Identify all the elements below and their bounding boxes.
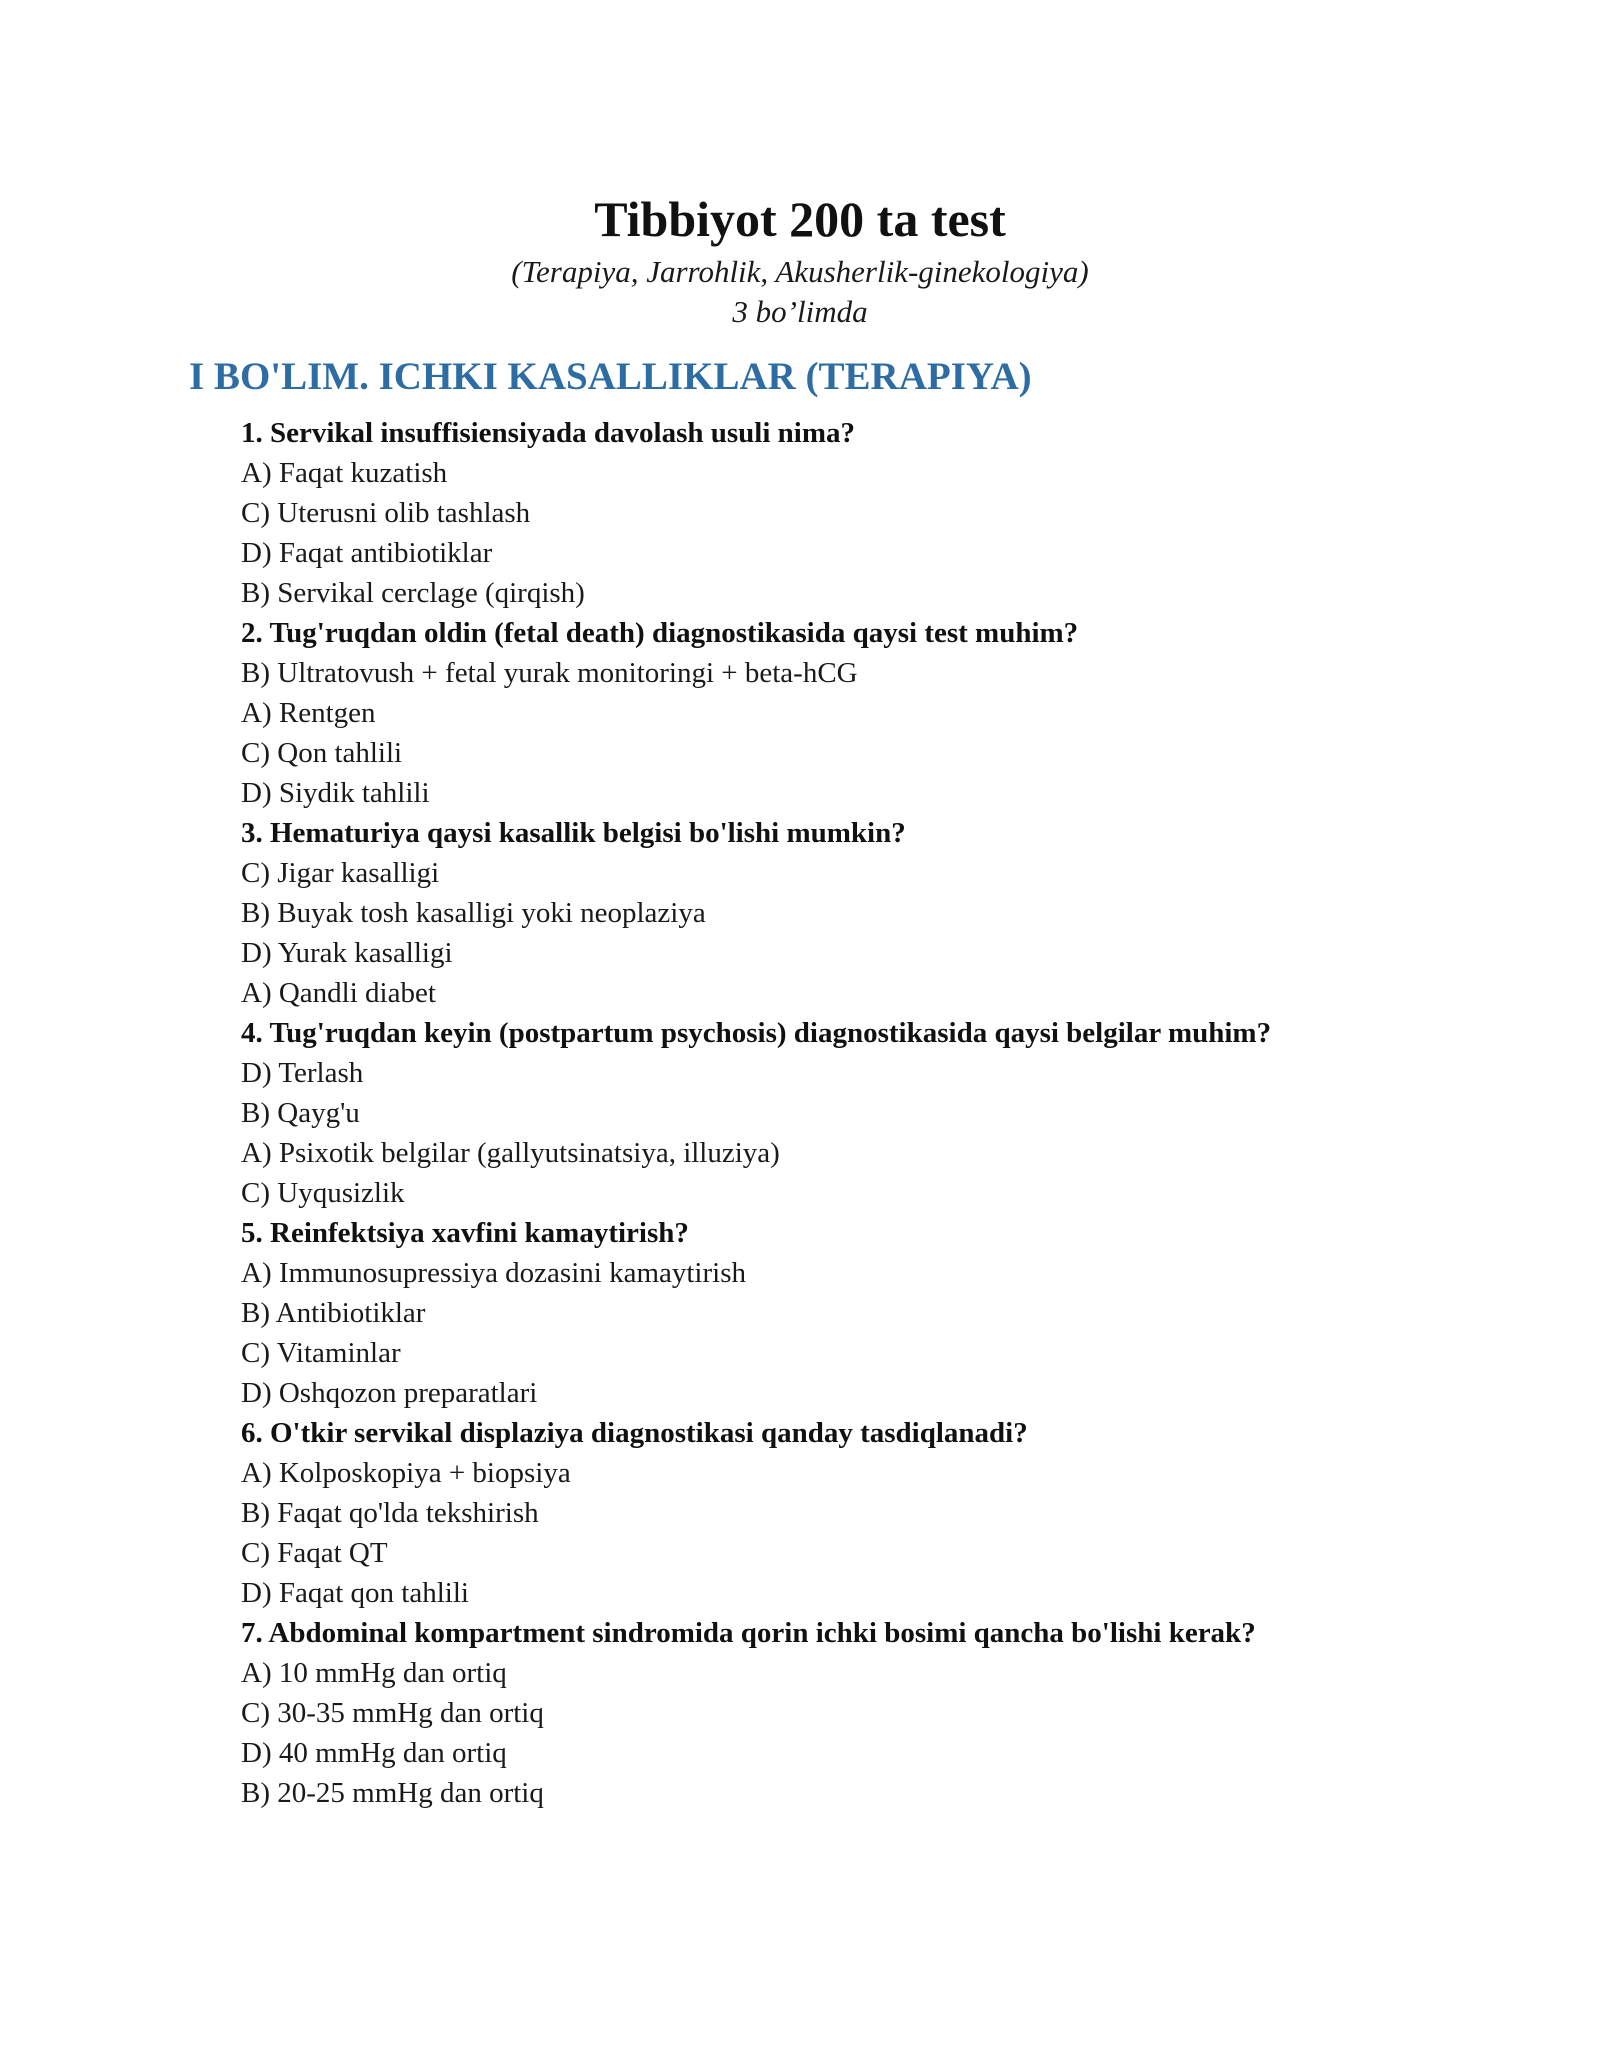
answer-option: C) Faqat QT bbox=[241, 1537, 388, 1569]
question-text: 3. Hematuriya qaysi kasallik belgisi bo'lishi mumkin? bbox=[241, 817, 906, 849]
answer-option: C) Vitaminlar bbox=[241, 1337, 401, 1369]
answer-option: A) Immunosupressiya dozasini kamaytirish bbox=[241, 1257, 746, 1289]
question-block bbox=[241, 1413, 1541, 1613]
answer-option: B) Qayg'u bbox=[241, 1097, 360, 1129]
question-block bbox=[241, 1213, 1541, 1413]
question-block bbox=[241, 413, 1541, 613]
answer-option: D) Faqat qon tahlili bbox=[241, 1577, 469, 1609]
answer-option: A) Rentgen bbox=[241, 697, 376, 729]
answer-option: C) Uterusni olib tashlash bbox=[241, 497, 531, 529]
answer-option: D) Terlash bbox=[241, 1057, 364, 1089]
answer-option: D) Oshqozon preparatlari bbox=[241, 1377, 538, 1409]
question-block bbox=[241, 1013, 1541, 1213]
question-text: 2. Tug'ruqdan oldin (fetal death) diagnostikasida qaysi test muhim? bbox=[241, 617, 1079, 649]
answer-option: C) Uyqusizlik bbox=[241, 1177, 405, 1209]
answer-option: C) Qon tahlili bbox=[241, 737, 403, 769]
question-text: 7. Abdominal kompartment sindromida qorin ichki bosimi qancha bo'lishi kerak? bbox=[241, 1617, 1256, 1649]
answer-option: A) Psixotik belgilar (gallyutsinatsiya, illuziya) bbox=[241, 1137, 780, 1169]
answer-option: A) Qandli diabet bbox=[241, 977, 436, 1009]
question-text: 5. Reinfektsiya xavfini kamaytirish? bbox=[241, 1217, 689, 1249]
document-header bbox=[0, 186, 1600, 332]
answer-option: B) Faqat qo'lda tekshirish bbox=[241, 1497, 539, 1529]
answer-option: A) Kolposkopiya + biopsiya bbox=[241, 1457, 571, 1489]
question-block bbox=[241, 613, 1541, 813]
answer-option: D) Faqat antibiotiklar bbox=[241, 537, 493, 569]
answer-option: B) Servikal cerclage (qirqish) bbox=[241, 577, 585, 609]
answer-option: C) 30-35 mmHg dan ortiq bbox=[241, 1697, 544, 1729]
answer-option: B) Ultratovush + fetal yurak monitoringi + beta-hCG bbox=[241, 657, 858, 689]
question-block bbox=[241, 813, 1541, 1013]
document-subtitle: (Terapiya, Jarrohlik, Akusherlik-ginekologiya) bbox=[511, 254, 1089, 289]
answer-option: D) Siydik tahlili bbox=[241, 777, 430, 809]
document-title: Tibbiyot 200 ta test bbox=[594, 191, 1006, 247]
answer-option: A) 10 mmHg dan ortiq bbox=[241, 1657, 507, 1689]
document-parts-note: 3 bo’limda bbox=[732, 294, 868, 329]
answer-option: A) Faqat kuzatish bbox=[241, 457, 448, 489]
question-block bbox=[241, 1613, 1541, 1813]
answer-option: D) 40 mmHg dan ortiq bbox=[241, 1737, 507, 1769]
question-list bbox=[241, 413, 1541, 1813]
answer-option: B) Antibiotiklar bbox=[241, 1297, 426, 1329]
answer-option: B) Buyak tosh kasalligi yoki neoplaziya bbox=[241, 897, 706, 929]
question-text: 6. O'tkir servikal displaziya diagnostikasi qanday tasdiqlanadi? bbox=[241, 1417, 1028, 1449]
section-heading: I BO'LIM. ICHKI KASALLIKLAR (TERAPIYA) bbox=[189, 355, 1032, 398]
question-text: 4. Tug'ruqdan keyin (postpartum psychosis) diagnostikasida qaysi belgilar muhim? bbox=[241, 1017, 1272, 1049]
question-text: 1. Servikal insuffisiensiyada davolash usuli nima? bbox=[241, 417, 855, 449]
answer-option: B) 20-25 mmHg dan ortiq bbox=[241, 1777, 544, 1809]
answer-option: C) Jigar kasalligi bbox=[241, 857, 440, 889]
answer-option: D) Yurak kasalligi bbox=[241, 937, 453, 969]
